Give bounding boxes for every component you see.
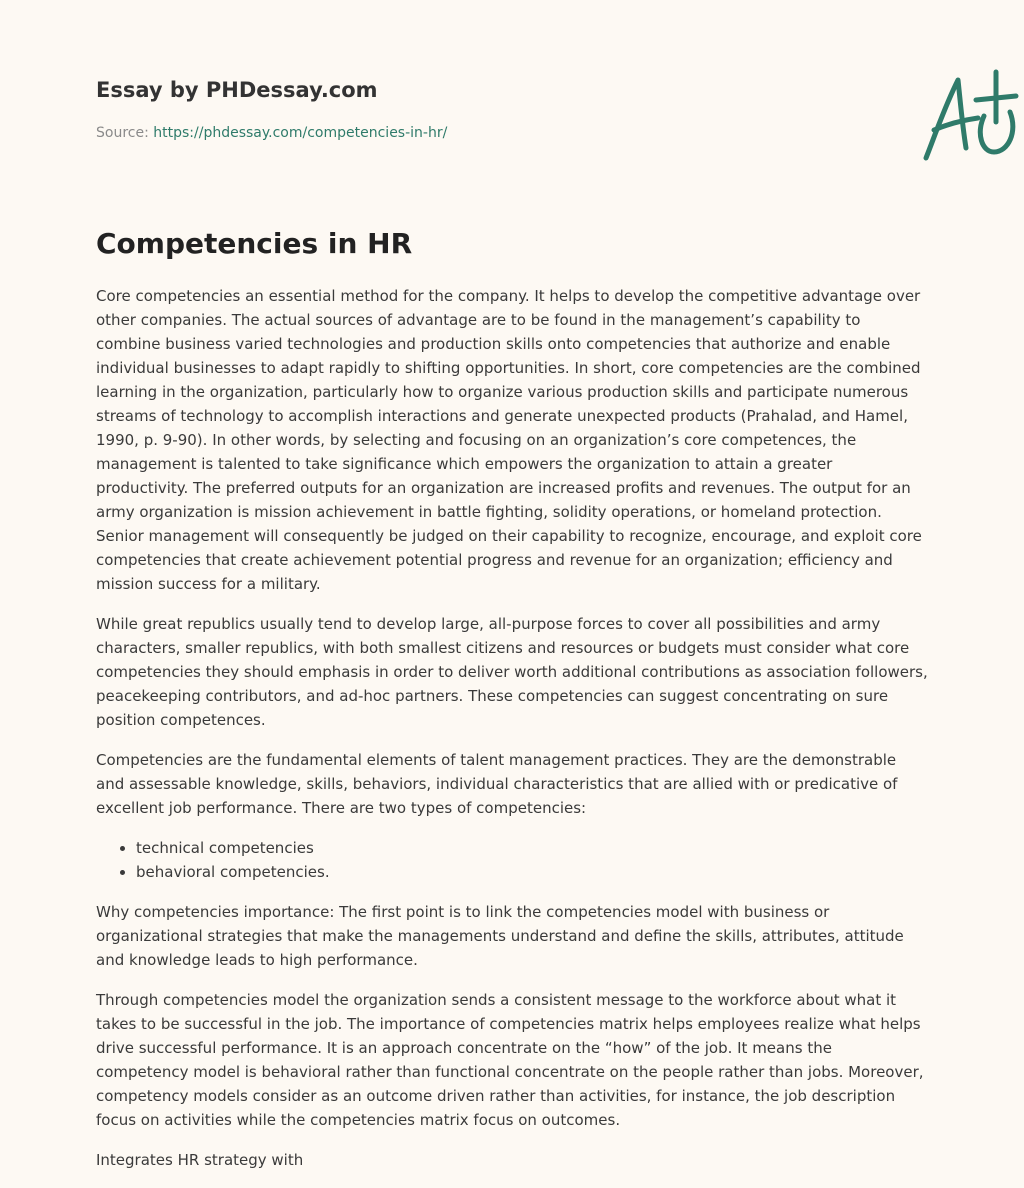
paragraph-3: Competencies are the fundamental elements of talent management practices. They are the demonstrable and assessable knowledge, skills, behaviors, individual characteristics that are allied with or predicative of excellent job performance. There are two types of competencies: <box>96 751 898 817</box>
paragraph-4: Why competencies importance: The first point is to link the competencies model with business or organizational strategies that make the managements understand and define the skills, attributes, attitude and knowledge leads to high performance. <box>96 903 904 969</box>
list-item: • behavioral competencies. <box>136 860 928 884</box>
paragraph-6: Integrates HR strategy with <box>96 1151 304 1169</box>
competency-types-list <box>96 836 928 884</box>
essay-body <box>96 284 928 1188</box>
source-line <box>96 123 447 143</box>
paragraph-2: While great republics usually tend to develop large, all-purpose forces to cover all possibilities and army characters, smaller republics, with both smallest citizens and resources or budgets must consider what core competencies they should emphasis in order to deliver worth additional contributions as association followers, peacekeeping contributors, and ad-hoc partners. These competencies can suggest concentrating on sure position competences. <box>96 615 928 729</box>
essay-title: Competencies in HR <box>96 227 413 260</box>
a-plus-grade-icon <box>920 68 1024 164</box>
source-label: Source: <box>96 125 154 141</box>
source-link[interactable]: https://phdessay.com/competencies-in-hr/ <box>153 125 448 141</box>
paragraph-5: Through competencies model the organization sends a consistent message to the workforce about what it takes to be successful in the job. The importance of competencies matrix helps employees realize what helps drive successful performance. It is an approach concentrate on the “how” of the job. It means the competency model is behavioral rather than functional concentrate on the people rather than jobs. Moreover, competency models consider as an outcome driven rather than activities, for instance, the job description focus on activities while the competencies matrix focus on outcomes. <box>96 991 924 1129</box>
list-item: • technical competencies <box>136 836 928 860</box>
paragraph-1: Core competencies an essential method for the company. It helps to develop the competitive advantage over other companies. The actual sources of advantage are to be found in the management’s capability to combine business varied technologies and production skills onto competencies that authorize and enable individual businesses to adapt rapidly to shifting opportunities. In short, core competencies are the combined learning in the organization, particularly how to organize various production skills and participate numerous streams of technology to accomplish interactions and generate unexpected products (Prahalad, and Hamel, 1990, p. 9-90). In other words, by selecting and focusing on an organization’s core competences, the management is talented to take significance which empowers the organization to attain a greater productivity. The preferred outputs for an organization are increased profits and revenues. The output for an army organization is mission achievement in battle fighting, solidity operations, or homeland protection. Senior management will consequently be judged on their capability to recognize, encourage, and exploit core competencies that create achievement potential progress and revenue for an organization; efficiency and mission success for a military. <box>96 287 922 593</box>
brand-title: Essay by PHDessay.com <box>96 78 378 102</box>
